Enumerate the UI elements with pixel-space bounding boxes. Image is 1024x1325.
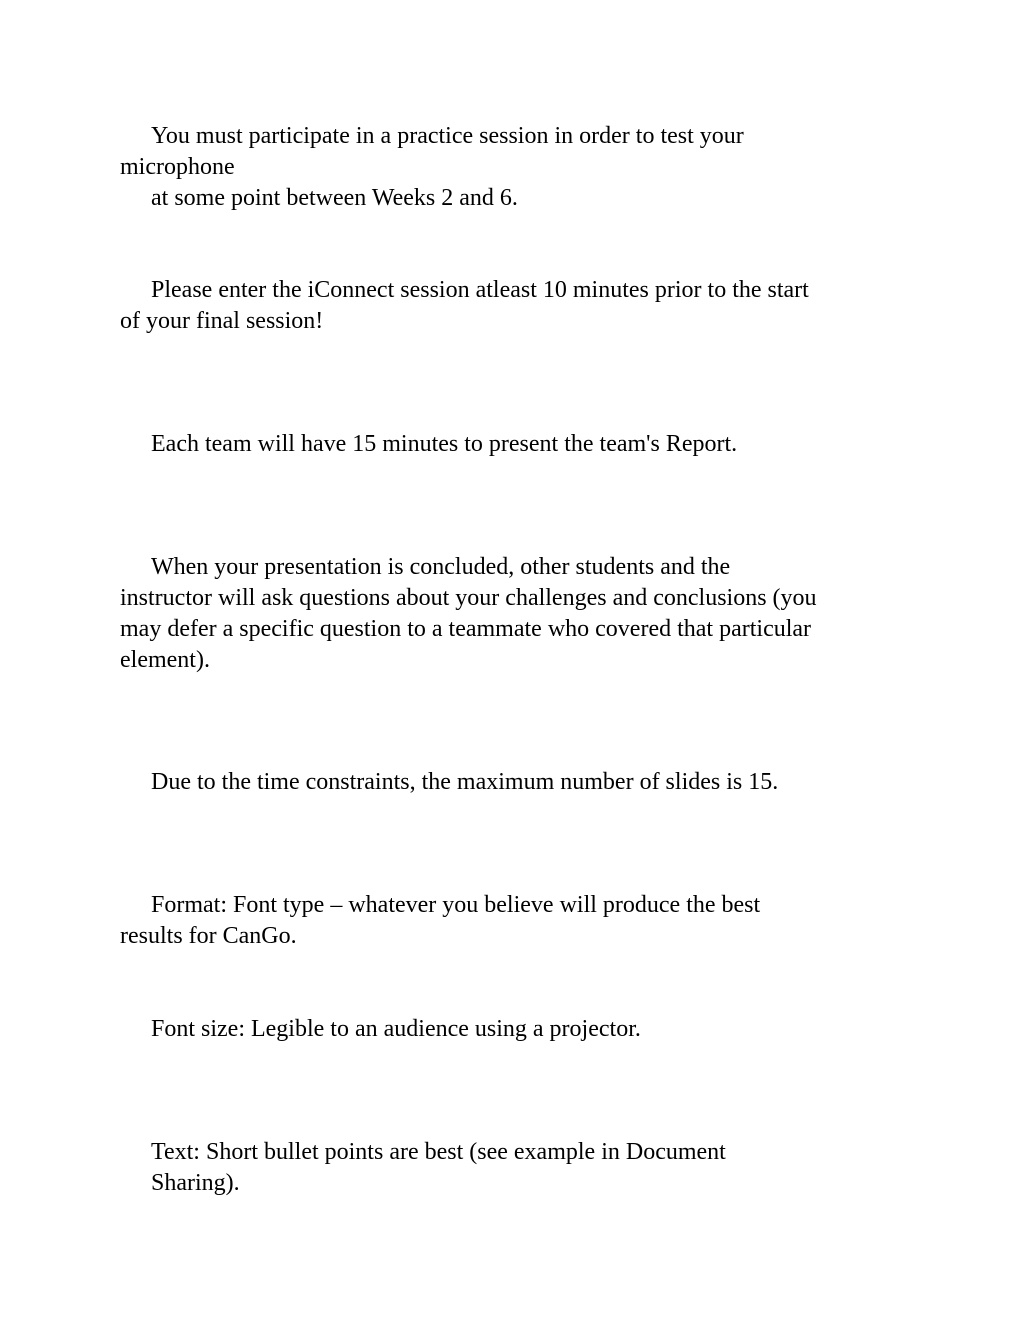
paragraph-line: at some point between Weeks 2 and 6. <box>151 185 518 211</box>
paragraph-line: instructor will ask questions about your challenges and conclusions (you <box>120 585 817 611</box>
paragraph-line: Sharing). <box>151 1170 240 1196</box>
paragraph-slide-limit <box>120 767 920 798</box>
paragraph-line: Text: Short bullet points are best (see example in Document <box>151 1139 726 1165</box>
paragraph-line: Font size: Legible to an audience using a projector. <box>151 1016 641 1042</box>
paragraph-line: Each team will have 15 minutes to present the team's Report. <box>151 431 738 457</box>
paragraph-line: microphone <box>120 154 235 180</box>
paragraph-presentation-time <box>120 429 920 460</box>
paragraph-line: may defer a specific question to a teammate who covered that particular <box>120 616 812 642</box>
paragraph-line: results for CanGo. <box>120 923 297 949</box>
paragraph-line: Due to the time constraints, the maximum number of slides is 15. <box>151 769 779 795</box>
paragraph-practice-session <box>120 121 920 214</box>
paragraph-line: You must participate in a practice session in order to test your <box>151 123 744 149</box>
paragraph-line: Format: Font type – whatever you believe will produce the best <box>151 892 761 918</box>
paragraph-font-size <box>120 1014 920 1045</box>
paragraph-line: element). <box>120 647 210 673</box>
paragraph-format-font-type <box>120 890 920 952</box>
paragraph-questions <box>120 552 920 676</box>
paragraph-text-bullets <box>120 1137 920 1199</box>
paragraph-enter-session <box>120 275 920 337</box>
paragraph-line: of your final session! <box>120 308 324 334</box>
paragraph-line: Please enter the iConnect session atleast 10 minutes prior to the start <box>151 277 809 303</box>
paragraph-line: When your presentation is concluded, other students and the <box>151 554 731 580</box>
